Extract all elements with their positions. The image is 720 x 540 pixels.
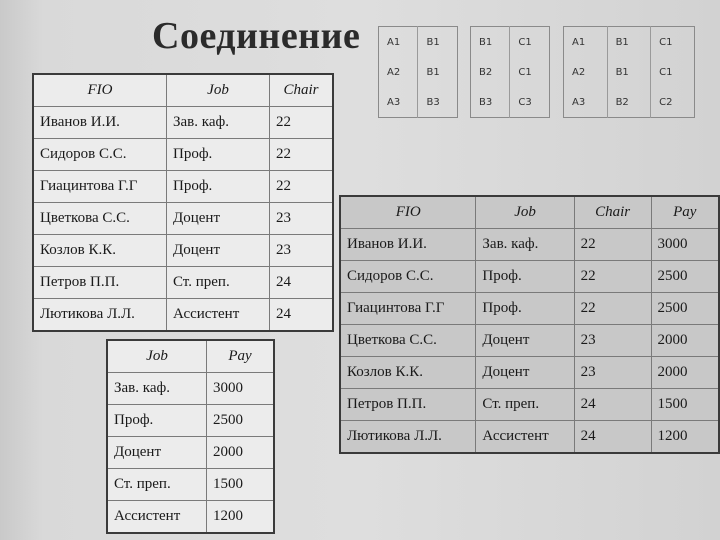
- mini-row: [471, 57, 550, 87]
- table-cell: Иванов И.И.: [33, 107, 167, 139]
- table-cell: Доцент: [167, 203, 270, 235]
- table-cell: 23: [270, 235, 334, 267]
- table-row: [33, 299, 333, 332]
- table-cell: Ассистент: [167, 299, 270, 332]
- table-cell: 22: [270, 107, 334, 139]
- table-cell: 2000: [207, 437, 275, 469]
- joined-table: [339, 195, 720, 454]
- mini-row: [471, 87, 550, 118]
- table-cell: Проф.: [476, 293, 574, 325]
- table-cell: 23: [574, 325, 651, 357]
- mini-cell: A3: [572, 96, 586, 108]
- column-header: Job: [107, 340, 207, 373]
- header-row: [33, 74, 333, 107]
- mini-table-bc: [470, 26, 550, 118]
- table-row: [107, 437, 274, 469]
- table-cell: 2500: [207, 405, 275, 437]
- column-header: Chair: [574, 196, 651, 229]
- table-cell: 22: [574, 293, 651, 325]
- table-cell: 3000: [651, 229, 719, 261]
- mini-row: [379, 27, 458, 58]
- table-row: [33, 171, 333, 203]
- table-cell: Ассистент: [476, 421, 574, 454]
- table-cell: 22: [270, 139, 334, 171]
- mini-row: [564, 87, 695, 118]
- table-cell: Ст. преп.: [167, 267, 270, 299]
- table-cell: Проф.: [167, 171, 270, 203]
- mini-cell: B1: [607, 57, 651, 87]
- table-cell: 2500: [651, 261, 719, 293]
- table-cell: Петров П.П.: [340, 389, 476, 421]
- table-cell: Лютикова Л.Л.: [33, 299, 167, 332]
- table-row: [340, 421, 719, 454]
- table-cell: Иванов И.И.: [340, 229, 476, 261]
- table-cell: 2500: [651, 293, 719, 325]
- table-row: [340, 389, 719, 421]
- table-cell: Зав. каф.: [107, 373, 207, 405]
- column-header: Pay: [651, 196, 719, 229]
- table-cell: Козлов К.К.: [33, 235, 167, 267]
- table-row: [33, 235, 333, 267]
- table-cell: Доцент: [476, 325, 574, 357]
- table-row: [107, 469, 274, 501]
- table-cell: Цветкова С.С.: [340, 325, 476, 357]
- table-cell: Ст. преп.: [476, 389, 574, 421]
- table-row: [340, 293, 719, 325]
- table-cell: 24: [270, 267, 334, 299]
- mini-cell: B2: [479, 66, 493, 78]
- table-cell: 1500: [207, 469, 275, 501]
- table-cell: 24: [574, 389, 651, 421]
- table-cell: 1200: [651, 421, 719, 454]
- mini-cell: C3: [510, 87, 550, 118]
- table-row: [33, 267, 333, 299]
- mini-table-abc: [563, 26, 695, 118]
- table-cell: Цветкова С.С.: [33, 203, 167, 235]
- table-cell: Лютикова Л.Л.: [340, 421, 476, 454]
- table-cell: Проф.: [167, 139, 270, 171]
- mini-cell: A1: [572, 36, 586, 48]
- table-row: [340, 325, 719, 357]
- column-header: Chair: [270, 74, 334, 107]
- mini-cell: C1: [651, 57, 695, 87]
- mini-cell: C2: [651, 87, 695, 118]
- column-header: FIO: [340, 196, 476, 229]
- table-cell: Ст. преп.: [107, 469, 207, 501]
- table-cell: Ассистент: [107, 501, 207, 534]
- table-cell: Гиацинтова Г.Г: [33, 171, 167, 203]
- table-row: [340, 229, 719, 261]
- mini-cell: C1: [510, 27, 550, 58]
- table-cell: 1500: [651, 389, 719, 421]
- mini-cell: B3: [479, 96, 493, 108]
- table-row: [107, 405, 274, 437]
- table-cell: Доцент: [167, 235, 270, 267]
- table-cell: 24: [574, 421, 651, 454]
- mini-cell: B3: [418, 87, 458, 118]
- column-header: FIO: [33, 74, 167, 107]
- table-row: [340, 261, 719, 293]
- table-cell: 2000: [651, 357, 719, 389]
- table-cell: Проф.: [476, 261, 574, 293]
- mini-cell: A1: [387, 36, 401, 48]
- pay-table: [106, 339, 275, 534]
- table-cell: Доцент: [476, 357, 574, 389]
- table-cell: 2000: [651, 325, 719, 357]
- mini-cell: C1: [651, 27, 695, 58]
- mini-row: [564, 57, 695, 87]
- mini-row: [379, 57, 458, 87]
- table-row: [107, 501, 274, 534]
- table-cell: 22: [574, 261, 651, 293]
- mini-cell: A2: [387, 66, 401, 78]
- table-cell: Зав. каф.: [167, 107, 270, 139]
- table-cell: 1200: [207, 501, 275, 534]
- table-row: [340, 357, 719, 389]
- table-cell: Гиацинтова Г.Г: [340, 293, 476, 325]
- table-cell: Зав. каф.: [476, 229, 574, 261]
- table-row: [107, 373, 274, 405]
- table-cell: Доцент: [107, 437, 207, 469]
- table-row: [33, 107, 333, 139]
- employees-table: [32, 73, 334, 332]
- mini-cell: B1: [418, 27, 458, 58]
- table-cell: Козлов К.К.: [340, 357, 476, 389]
- table-cell: Сидоров С.С.: [340, 261, 476, 293]
- table-cell: 24: [270, 299, 334, 332]
- mini-cell: B1: [479, 36, 493, 48]
- table-cell: Петров П.П.: [33, 267, 167, 299]
- mini-row: [471, 27, 550, 58]
- mini-row: [379, 87, 458, 118]
- table-cell: 22: [574, 229, 651, 261]
- table-cell: Сидоров С.С.: [33, 139, 167, 171]
- table-cell: 23: [574, 357, 651, 389]
- column-header: Job: [476, 196, 574, 229]
- table-cell: 22: [270, 171, 334, 203]
- mini-cell: C1: [510, 57, 550, 87]
- mini-cell: B2: [607, 87, 651, 118]
- column-header: Job: [167, 74, 270, 107]
- page-title: Соединение: [152, 15, 361, 57]
- mini-cell: A3: [387, 96, 401, 108]
- table-cell: 23: [270, 203, 334, 235]
- mini-cell: B1: [607, 27, 651, 58]
- header-row: [340, 196, 719, 229]
- table-cell: 3000: [207, 373, 275, 405]
- column-header: Pay: [207, 340, 275, 373]
- mini-row: [564, 27, 695, 58]
- mini-table-ab: [378, 26, 458, 118]
- table-row: [33, 139, 333, 171]
- table-cell: Проф.: [107, 405, 207, 437]
- header-row: [107, 340, 274, 373]
- mini-cell: A2: [572, 66, 586, 78]
- mini-cell: B1: [418, 57, 458, 87]
- table-row: [33, 203, 333, 235]
